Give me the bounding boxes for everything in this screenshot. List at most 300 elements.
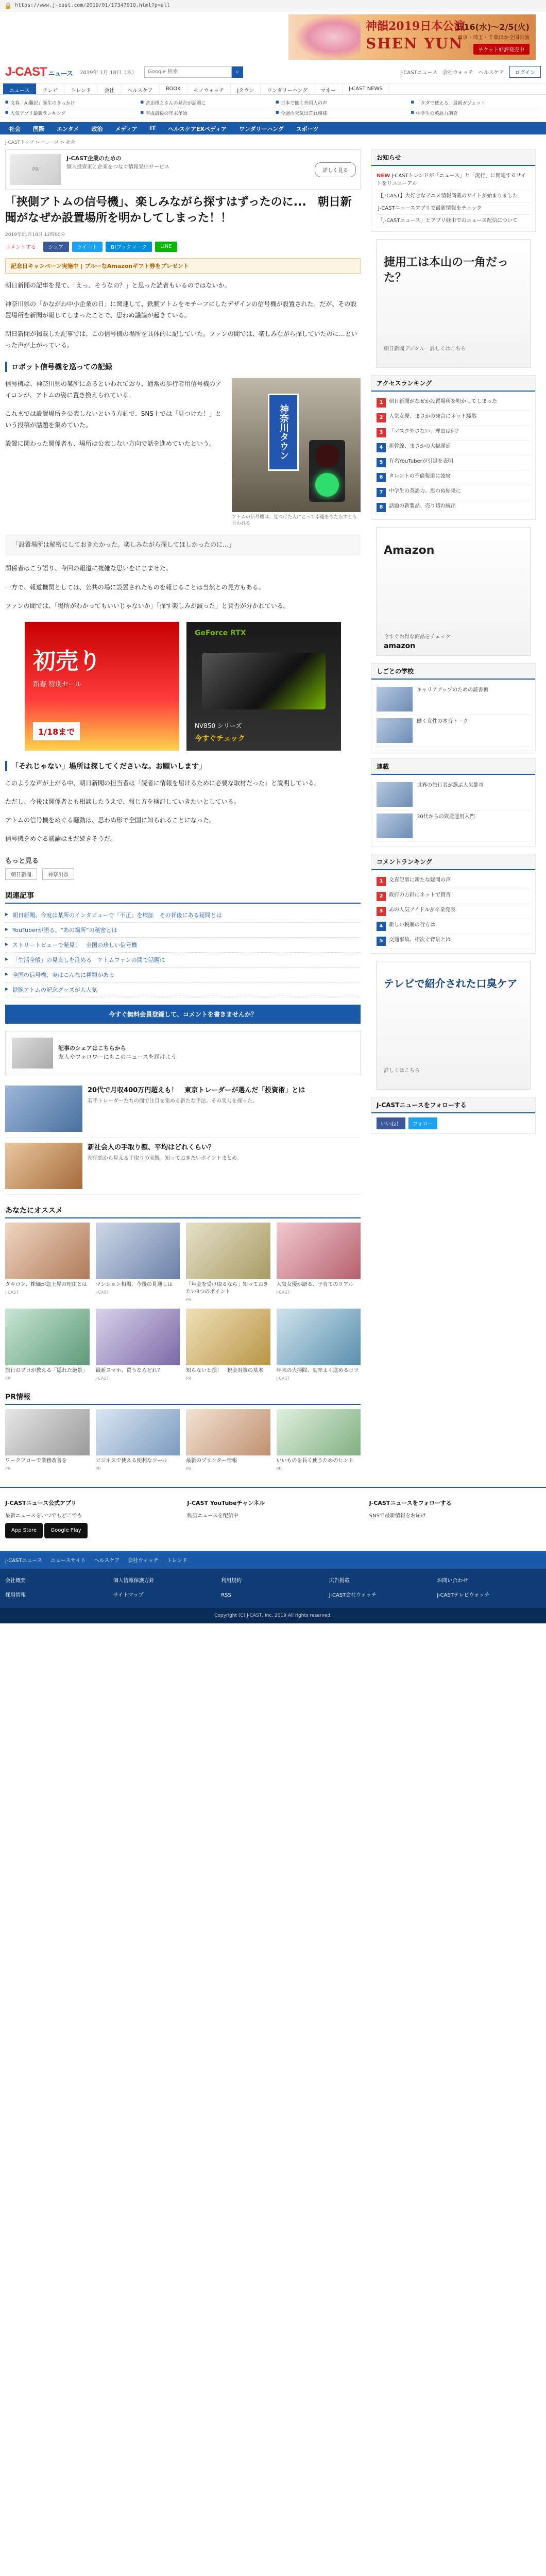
mini-feature[interactable] <box>377 684 530 715</box>
comment-ranking-text: 新しい税制の行方は <box>389 922 435 928</box>
pr-item-title: いいものを長く使うためのヒント <box>276 1458 354 1464</box>
sub-link[interactable]: ■ 日本で働く外国人の声 <box>276 98 406 108</box>
ranking-text: 「マスク外さない」理由は何？ <box>389 429 461 434</box>
footer-col-youtube <box>187 1498 359 1540</box>
comment-ranking-item[interactable] <box>377 904 530 919</box>
pr-desc: 個人投資家と企業をつなぐ情報発信サービス <box>66 164 169 170</box>
social-row <box>5 242 361 252</box>
footer-bar-link[interactable]: ニュースサイト <box>50 1557 86 1564</box>
recommend-title: マンション相場、今後の見通しは <box>95 1281 173 1287</box>
sub-link[interactable]: ■ 平成最後の年末年始 <box>141 108 271 118</box>
mini-feature-title: キャリアアップのための読書術 <box>417 687 489 693</box>
category-bar <box>0 122 546 134</box>
footer-bar-link[interactable]: ヘルスケア <box>94 1557 120 1564</box>
school-body <box>371 680 535 751</box>
pr-grid <box>5 1409 361 1471</box>
recommend-image <box>5 1223 90 1279</box>
follow-row <box>371 1113 535 1133</box>
recommend-image <box>277 1309 361 1365</box>
signal-photo[interactable] <box>232 378 361 512</box>
recommend-source: PR <box>5 1376 11 1381</box>
footer-col-text: 最新ニュースをいつでもどこでも <box>5 1513 82 1519</box>
figure <box>232 378 361 527</box>
recommend-title: 年末の大掃除、効率よく進めるコツ <box>276 1367 359 1374</box>
footer-link[interactable]: J-CAST会社ウォッチ <box>329 1592 377 1598</box>
feature-image <box>5 1143 82 1189</box>
rank-number: 8 <box>377 503 386 512</box>
gnav-item[interactable]: Jタウン <box>231 83 261 94</box>
sidebar <box>371 149 536 1471</box>
side-ad-2[interactable] <box>376 961 531 1090</box>
feature-image <box>5 1086 82 1132</box>
ranking-item[interactable] <box>377 500 530 515</box>
comment-signup-button[interactable]: 今すぐ無料会員登録して、コメントを書きませんか？ <box>5 1005 361 1024</box>
paragraph: 朝日新聞が掲載した記事では、この信号機の場所を具体的に記していた。ファンの間では、楽しみながら探していたのに…といった声が上がっている。 <box>5 330 357 349</box>
gpu-price: 今すぐチェック <box>195 734 245 743</box>
recommend-title: 知らないと損！ 税金対策の基本 <box>186 1367 263 1374</box>
rank-number: 1 <box>377 398 386 408</box>
category-item[interactable]: IT <box>149 125 156 131</box>
recommend-item[interactable] <box>186 1309 270 1381</box>
feature-item[interactable] <box>5 1138 361 1195</box>
recommend-item[interactable] <box>277 1223 361 1302</box>
ranking-item[interactable] <box>377 485 530 500</box>
footer-link[interactable]: お問い合わせ <box>437 1578 468 1584</box>
gpu-spec: NV850 シリーズ <box>195 722 242 730</box>
footer-link[interactable]: 個人情報保護方針 <box>113 1578 155 1584</box>
mini-feature-image <box>377 814 413 838</box>
paragraph: 神奈川県の「かながわ中小企業の日」に関連して、鉄腕アトムをモチーフにしたデザインの信号機が設置された。だが、その設置場所を新聞が報じてしまったことで、思わぬ議論が起きている。 <box>5 300 357 319</box>
rank-number: 5 <box>377 458 386 467</box>
feature-body <box>371 775 535 846</box>
twitter-share-button[interactable]: ツイート <box>72 242 103 252</box>
gnav-item[interactable]: モノウォッチ <box>187 83 231 94</box>
feature-content <box>88 1143 242 1189</box>
side-ad-heading: テレビで紹介された口臭ケア <box>384 977 518 990</box>
notice-item[interactable] <box>377 215 530 227</box>
paragraph: このような声が上がる中、朝日新聞の担当者は「読者に情報を届けるために必要な取材だった」と説明している。 <box>5 779 321 787</box>
related-item[interactable]: ▶ 鉄腕アトムの記念グッズが大人気 <box>5 982 361 997</box>
feature-list <box>5 1080 361 1195</box>
footer-bar-link[interactable]: トレンド <box>166 1557 187 1564</box>
recommend-image <box>5 1309 90 1365</box>
feature-heading: 連載 <box>371 759 535 775</box>
gpu-ad[interactable] <box>186 622 341 751</box>
category-item[interactable]: スポーツ <box>296 126 319 132</box>
section-heading: 「それじゃない」場所は探してくださいな。お願いします」 <box>5 761 361 771</box>
feature-content <box>88 1086 305 1132</box>
share-image <box>12 1038 53 1069</box>
gnav-item[interactable]: ニュース <box>3 83 37 94</box>
ranking-text: タレントの不倫報道に波紋 <box>389 473 451 479</box>
gnav-item[interactable]: J-CAST NEWS <box>343 83 389 94</box>
comment-ranking-item[interactable] <box>377 874 530 889</box>
recommend-source: J-CAST <box>95 1290 109 1295</box>
pr-item-source: PR <box>186 1466 192 1471</box>
footer-bar <box>0 1551 546 1569</box>
category-item[interactable]: 社会 <box>9 126 21 132</box>
comment-ranking-text: 政府の方針にネットで賛否 <box>389 892 451 898</box>
dancer-image <box>294 14 361 60</box>
recommend-item[interactable] <box>277 1309 361 1381</box>
ranking-item[interactable] <box>377 440 530 455</box>
recommend-item[interactable] <box>96 1309 180 1381</box>
pr-item-image <box>96 1409 180 1455</box>
footer-link[interactable]: 広告掲載 <box>329 1578 350 1584</box>
tag[interactable]: 神奈川県 <box>42 868 74 880</box>
related-item[interactable]: ▶ ストリートビューで発見！ 全国の珍しい信号機 <box>5 938 361 953</box>
rank-number: 4 <box>377 443 386 452</box>
mini-feature[interactable] <box>377 715 530 747</box>
paragraph: 信号機は、神奈川県の某所にあるといわれており、通常の歩行者用信号機のアイコンが、アトムの姿に置き換えられている。 <box>5 380 222 399</box>
paragraph: 朝日新聞の記事を見て、「えっ、そうなの？」と思った読者もいるのではないか。 <box>5 281 231 289</box>
comment-ranking-heading: コメントランキング <box>371 854 535 870</box>
recommend-title: タキロン、株価が急上昇の理由とは <box>5 1281 88 1287</box>
feature-title: 新社会人の手取り額、平均はどれくらい？ <box>88 1143 215 1151</box>
mid-ads <box>5 622 361 751</box>
top-ad-area <box>0 11 546 61</box>
comment-ranking-box <box>371 854 536 954</box>
section-heading: ロボット信号機を巡っての記録 <box>5 362 361 372</box>
footer-link[interactable]: 利用規約 <box>221 1578 242 1584</box>
notice-item[interactable] <box>377 202 530 215</box>
paragraph: アトムの信号機をめぐる騒動は、思わぬ形で全国に知られることになった。 <box>5 817 216 824</box>
related-item[interactable]: ▶ 朝日新聞、今度は某所のインタビューで「不正」を検証 その背後にある疑問とは <box>5 908 361 923</box>
paragraph: これまでは設置場所を公表しないという方針で、SNS上では「見つけた！」という投稿が話題を集めていた。 <box>5 410 221 429</box>
comment-ranking-item[interactable] <box>377 934 530 949</box>
pr-image: PR <box>10 154 61 185</box>
logo-main: J-CAST <box>5 64 47 79</box>
ranking-box <box>371 375 536 520</box>
feature-box <box>371 758 536 846</box>
header-date: 2019年 1月 18日（木） <box>80 70 137 76</box>
comment-ranking-item[interactable] <box>377 919 530 934</box>
footer-col-title: J-CASTニュース公式アプリ <box>5 1500 77 1507</box>
paragraph: ファンの間では、「場所がわかってもいいじゃないか」「探す楽しみが減った」と賛否が分かれている。 <box>5 602 289 609</box>
footer-top <box>0 1487 546 1551</box>
comment-ranking-item[interactable] <box>377 889 530 904</box>
recommend-image <box>277 1223 361 1279</box>
lead-banner[interactable]: 記念日キャンペーン実施中 | ブルーなAmazonギフト券をプレゼント <box>5 258 361 274</box>
recommend-source: PR <box>186 1297 192 1302</box>
recommend-title: 旅行のプロが教える「隠れた絶景」 <box>5 1367 88 1374</box>
copyright: Copyright (C) J-CAST, Inc. 2019 All rights reserved. <box>0 1608 546 1623</box>
footer-link[interactable]: サイトマップ <box>113 1592 144 1598</box>
green-lamp-icon <box>315 473 339 497</box>
hatena-bookmark-button[interactable]: B!ブックマーク <box>106 242 152 252</box>
lock-icon: 🔒 <box>4 2 12 9</box>
recommend-heading: あなたにオススメ <box>5 1205 361 1218</box>
side-ad-heading: 捷用工は本山の一角だった？ <box>384 256 509 284</box>
amazon-ad[interactable] <box>376 527 531 656</box>
article-byline: 2019年01月18日 12時00分 <box>5 232 65 238</box>
recommend-source: J-CAST <box>276 1290 290 1295</box>
ranking-text: 中学生の英語力、思わぬ結果に <box>389 488 461 494</box>
recommend-image <box>96 1223 180 1279</box>
quote-block: 「設置場所は秘密にしておきたかった。楽しみながら探してほしかったのに…」 <box>5 534 361 556</box>
ranking-item[interactable] <box>377 470 530 485</box>
header-links <box>400 66 541 78</box>
figure-caption: アトムの信号機は、見つけた人にとって幸運をもたらすとも言われる <box>232 514 357 527</box>
shenyun-ad[interactable] <box>288 14 536 60</box>
recommend-item[interactable] <box>96 1223 180 1302</box>
notice-list <box>371 166 535 231</box>
search-icon[interactable]: ⌕ <box>232 66 243 78</box>
pr-title: J-CAST企業のための <box>66 155 122 162</box>
ranking-item[interactable] <box>377 396 530 411</box>
comment-link[interactable]: コメントする <box>5 245 36 251</box>
footer-link[interactable]: J-CASTテレビウォッチ <box>437 1592 490 1598</box>
notice-text: J-CASTニュースアプリで最新情報をチェック <box>378 206 482 211</box>
ranking-item[interactable] <box>377 426 530 440</box>
header-link-1[interactable]: 会社ウォッチ <box>442 70 473 76</box>
amazon-logo: amazon <box>384 642 416 650</box>
hatsuuri-ad[interactable] <box>25 622 179 751</box>
main-column <box>5 149 361 1471</box>
category-item[interactable]: エンタメ <box>57 126 79 132</box>
mini-feature[interactable] <box>377 779 530 810</box>
ad-subtitle: SHEN YUN <box>366 35 464 52</box>
recommend-source: PR <box>186 1376 192 1381</box>
recommend-grid <box>5 1223 361 1381</box>
layout <box>0 149 546 1471</box>
paragraph: ただし、今後は関係者とも相談したうえで、報じ方を検討していきたいとしている。 <box>5 798 240 806</box>
share-desc: 友人やフォロワーにもこのニュースを届けよう <box>58 1053 177 1060</box>
ad-small-text: 新春 特別セール <box>33 680 82 688</box>
sub-link[interactable]: ■ 人気アプリ最新ランキング <box>5 108 135 118</box>
notice-box <box>371 149 536 232</box>
footer-link[interactable]: RSS <box>221 1592 231 1598</box>
related-heading: 関連記事 <box>5 890 361 904</box>
recommend-item[interactable] <box>186 1223 270 1302</box>
sub-links <box>0 95 546 122</box>
pr-item[interactable] <box>186 1409 270 1471</box>
header-link-2[interactable]: ヘルスケア <box>478 70 504 76</box>
rank-number: 5 <box>377 937 386 946</box>
comment-ranking-list <box>371 870 535 953</box>
ad-dates: 1/16(水)〜2/5(火) <box>455 22 530 32</box>
category-item[interactable]: 政治 <box>91 126 103 132</box>
ad-cta-button[interactable]: チケット好評発売中 <box>473 44 530 55</box>
mini-feature-image <box>377 718 413 743</box>
mini-feature[interactable] <box>377 810 530 842</box>
login-button[interactable]: ログイン <box>509 66 541 78</box>
logo-sub: ニュース <box>48 69 73 77</box>
footer-bar-link[interactable]: J-CASTニュース <box>5 1557 42 1564</box>
paragraph: 信号機をめぐる議論はまだ続きそうだ。 <box>5 835 117 843</box>
paragraph: 関係者はこう語り、今回の報道に複雑な思いをにじませた。 <box>5 565 173 572</box>
figure-row <box>5 378 361 527</box>
related-item[interactable]: ▶ 「生活全般」の見直しを進める アトムファンの間で話題に <box>5 953 361 968</box>
sub-link[interactable]: ■ 今週の天気は荒れ模様 <box>276 108 406 118</box>
follow-heading: J-CASTニュースをフォローする <box>371 1097 535 1113</box>
url-text[interactable]: https://www.j-cast.com/2019/01/17347910.html?p=all <box>14 3 170 8</box>
header-search <box>144 66 243 78</box>
header-link-0[interactable]: J-CASTニュース <box>400 70 438 76</box>
sub-link[interactable]: ■ 「タダで使える」最新ガジェット <box>411 98 541 108</box>
category-item[interactable]: ワンダリーハング <box>239 126 284 132</box>
line-share-button[interactable]: LINE <box>155 242 177 252</box>
rank-number: 1 <box>377 877 386 886</box>
gnav-item[interactable]: ワンダリーハング <box>261 83 314 94</box>
recommend-image <box>96 1309 180 1365</box>
rank-number: 3 <box>377 907 386 916</box>
ranking-text: 朝日新聞がなぜか設置場所を明かしてしまった <box>389 399 497 404</box>
rank-number: 4 <box>377 922 386 931</box>
pr-item-image <box>186 1409 270 1455</box>
google-play-button[interactable]: Google Play <box>44 1523 87 1538</box>
recommend-image <box>186 1309 270 1365</box>
mini-feature-title: 働く女性の本音トーク <box>417 719 468 724</box>
related-item[interactable]: ▶ YouTuberが語る、“あの場所”の秘密とは <box>5 923 361 938</box>
facebook-share-button[interactable]: シェア <box>43 242 69 252</box>
search-input[interactable] <box>144 66 232 78</box>
amazon-ad-heading: Amazon <box>384 544 435 557</box>
school-box <box>371 663 536 751</box>
share-box[interactable] <box>5 1031 361 1075</box>
pr-item-source: PR <box>5 1466 11 1471</box>
pr-item-image <box>277 1409 361 1455</box>
red-lamp-icon <box>315 444 339 468</box>
global-nav <box>0 83 546 95</box>
gnav-item[interactable]: 会社 <box>98 83 121 94</box>
gnav-item[interactable]: ヘルスケア <box>121 83 160 94</box>
footer-col-title: J-CASTニュースをフォローする <box>369 1500 452 1507</box>
footer-link[interactable]: 会社概要 <box>5 1578 26 1584</box>
pr-item-title: ワークフローで業務改善を <box>5 1458 67 1464</box>
rank-number: 6 <box>377 473 386 482</box>
pr-item-title: ビジネスで使える便利なツール <box>95 1458 167 1464</box>
breadcrumb[interactable]: J-CASTトップ > ニュース > 社会 <box>5 140 76 145</box>
pr-item-title: 最新のプリンター情報 <box>186 1458 237 1464</box>
gpu-image <box>202 653 326 709</box>
footer-col-app <box>5 1498 177 1540</box>
footer-col-text: SNSで最新情報をお届け <box>369 1513 426 1519</box>
notice-text: J-CASTトレンドが「ニュース」と「流行」に関連するサイトをリニューアル <box>377 173 526 187</box>
recommend-source: J-CAST <box>5 1290 19 1295</box>
tag[interactable]: 朝日新聞 <box>5 868 37 880</box>
follow-box <box>371 1097 536 1134</box>
amazon-ad-desc: 今すぐお得な商品をチェック <box>384 634 451 640</box>
ranking-text: 新幹線、まさかの大幅遅延 <box>389 444 451 449</box>
article-body <box>5 280 361 845</box>
feature-item[interactable] <box>5 1080 361 1138</box>
footer-link[interactable]: 採用情報 <box>5 1592 26 1598</box>
street-sign: 神奈川タウン <box>268 394 299 471</box>
ad-venue: 東京・埼玉・千葉ほか全国公演 <box>457 35 530 41</box>
ranking-list <box>371 392 535 519</box>
gnav-item[interactable]: BOOK <box>160 83 187 94</box>
gnav-item[interactable]: トレンド <box>64 83 98 94</box>
facebook-like-button[interactable]: いいね！ <box>377 1117 405 1129</box>
side-ad-1[interactable] <box>376 239 531 368</box>
recommend-image <box>186 1223 270 1279</box>
feature-desc: 若手トレーダーたちの間で注目を集める新たな手法。その実力を探った。 <box>88 1098 258 1105</box>
footer-links <box>0 1569 546 1608</box>
ad-title: 神韻2019日本公演 <box>366 20 466 33</box>
feature-desc: 初任給から見える手取りの実態。知っておきたいポイントまとめ。 <box>88 1156 242 1162</box>
pr-item-image <box>5 1409 90 1455</box>
pr-text <box>66 154 310 185</box>
pr-box[interactable] <box>5 149 361 190</box>
feature-title: 20代で月収400万円超えも！ 東京トレーダーが選んだ「投資術」とは <box>88 1086 305 1094</box>
figure-text <box>5 378 224 527</box>
gnav-item[interactable]: テレビ <box>37 83 65 94</box>
notice-text: 「J-CASTニュース」とアプリ経由でのニュース配信について <box>378 218 518 224</box>
recommend-source: J-CAST <box>95 1376 109 1381</box>
comment-ranking-text: 文春記事に新たな疑問の声 <box>389 877 451 883</box>
footer-bar-link[interactable]: 会社ウォッチ <box>128 1557 159 1564</box>
footer-col-text: 動画ニュースを配信中 <box>187 1513 238 1519</box>
side-ad-desc: 朝日新聞デジタル 詳しくはこちら <box>384 346 466 352</box>
notice-item[interactable] <box>377 190 530 202</box>
share-title: 記事のシェアはこちらから <box>58 1045 126 1052</box>
category-item[interactable]: 国際 <box>33 126 44 132</box>
category-item[interactable]: ヘルスケアEXペディア <box>168 126 227 132</box>
category-item[interactable]: メディア <box>115 126 138 132</box>
mini-feature-title: 世界の旅行者が選ぶ人気都市 <box>417 783 484 788</box>
twitter-follow-button[interactable]: フォロー <box>408 1117 437 1129</box>
tags <box>5 855 361 880</box>
comment-ranking-text: 交通事故、相次ぐ背景とは <box>389 937 451 943</box>
recommend-title: 人気女優が語る、子育てのリアル <box>276 1281 354 1287</box>
rank-number: 2 <box>377 892 386 901</box>
sub-link[interactable]: ■ 中学生の英語力調査 <box>411 108 541 118</box>
ranking-text: 話題の新製品、売り切れ続出 <box>389 503 456 509</box>
pr-item[interactable] <box>277 1409 361 1471</box>
pr-item-source: PR <box>276 1466 282 1471</box>
ad-big-text: 初売り <box>33 648 101 674</box>
mini-feature-image <box>377 782 413 807</box>
sub-link[interactable]: ■ 文春「AI翻訳」誕生のきっかけ <box>5 98 135 108</box>
recommend-source: J-CAST <box>276 1376 290 1381</box>
notice-text: 【J-CAST】大好きなアニメ情報満載のサイトが始まりました <box>378 193 518 199</box>
share-text <box>58 1044 177 1061</box>
recommend-item[interactable] <box>5 1309 90 1381</box>
rank-number: 2 <box>377 413 386 422</box>
site-logo[interactable] <box>5 65 73 79</box>
pr-item[interactable] <box>96 1409 180 1471</box>
article-title: 「挟側アトムの信号機」、楽しみながら探すはずったのに... 朝日新聞がなぜか設置場所を明かしてしまった！！ <box>5 196 352 225</box>
site-header <box>0 61 546 83</box>
pr-item[interactable] <box>5 1409 90 1471</box>
gnav-item[interactable]: マネー <box>314 83 343 94</box>
footer-col-title: J-CAST YouTubeチャンネル <box>187 1500 265 1507</box>
notice-item[interactable] <box>377 170 530 190</box>
gpu-brand: GeForce RTX <box>195 629 246 637</box>
related-item[interactable]: ▶ 全国の信号機、実はこんなに種類がある <box>5 968 361 982</box>
new-badge: NEW <box>377 173 390 179</box>
comment-ranking-text: あの人気アイドルが卒業発表 <box>389 907 456 913</box>
tags-label: もっと見る <box>5 857 39 865</box>
ranking-heading: アクセスランキング <box>371 376 535 392</box>
ranking-item[interactable] <box>377 411 530 426</box>
recommend-title: 最新スマホ、買うならどれ？ <box>95 1367 163 1374</box>
related-list <box>5 908 361 997</box>
ranking-item[interactable] <box>377 455 530 470</box>
paragraph: 一方で、報道機関としては、公共の場に設置されたものを報じることは当然との見方もある。 <box>5 583 265 591</box>
footer-col-follow <box>369 1498 541 1540</box>
recommend-item[interactable] <box>5 1223 90 1302</box>
ranking-text: 有名YouTuberが引退を表明 <box>389 459 453 464</box>
sub-link[interactable]: ■ 宮迫博之さんの発言が話題に <box>141 98 271 108</box>
pr-item-source: PR <box>95 1466 101 1471</box>
pr-cta-button[interactable]: 詳しく見る <box>315 162 356 177</box>
mini-feature-image <box>377 687 413 711</box>
app-store-button[interactable]: App Store <box>5 1523 43 1538</box>
rank-number: 7 <box>377 488 386 497</box>
recommend-title: 「年金を受け取るなら」知っておきたい3つのポイント <box>186 1281 268 1295</box>
